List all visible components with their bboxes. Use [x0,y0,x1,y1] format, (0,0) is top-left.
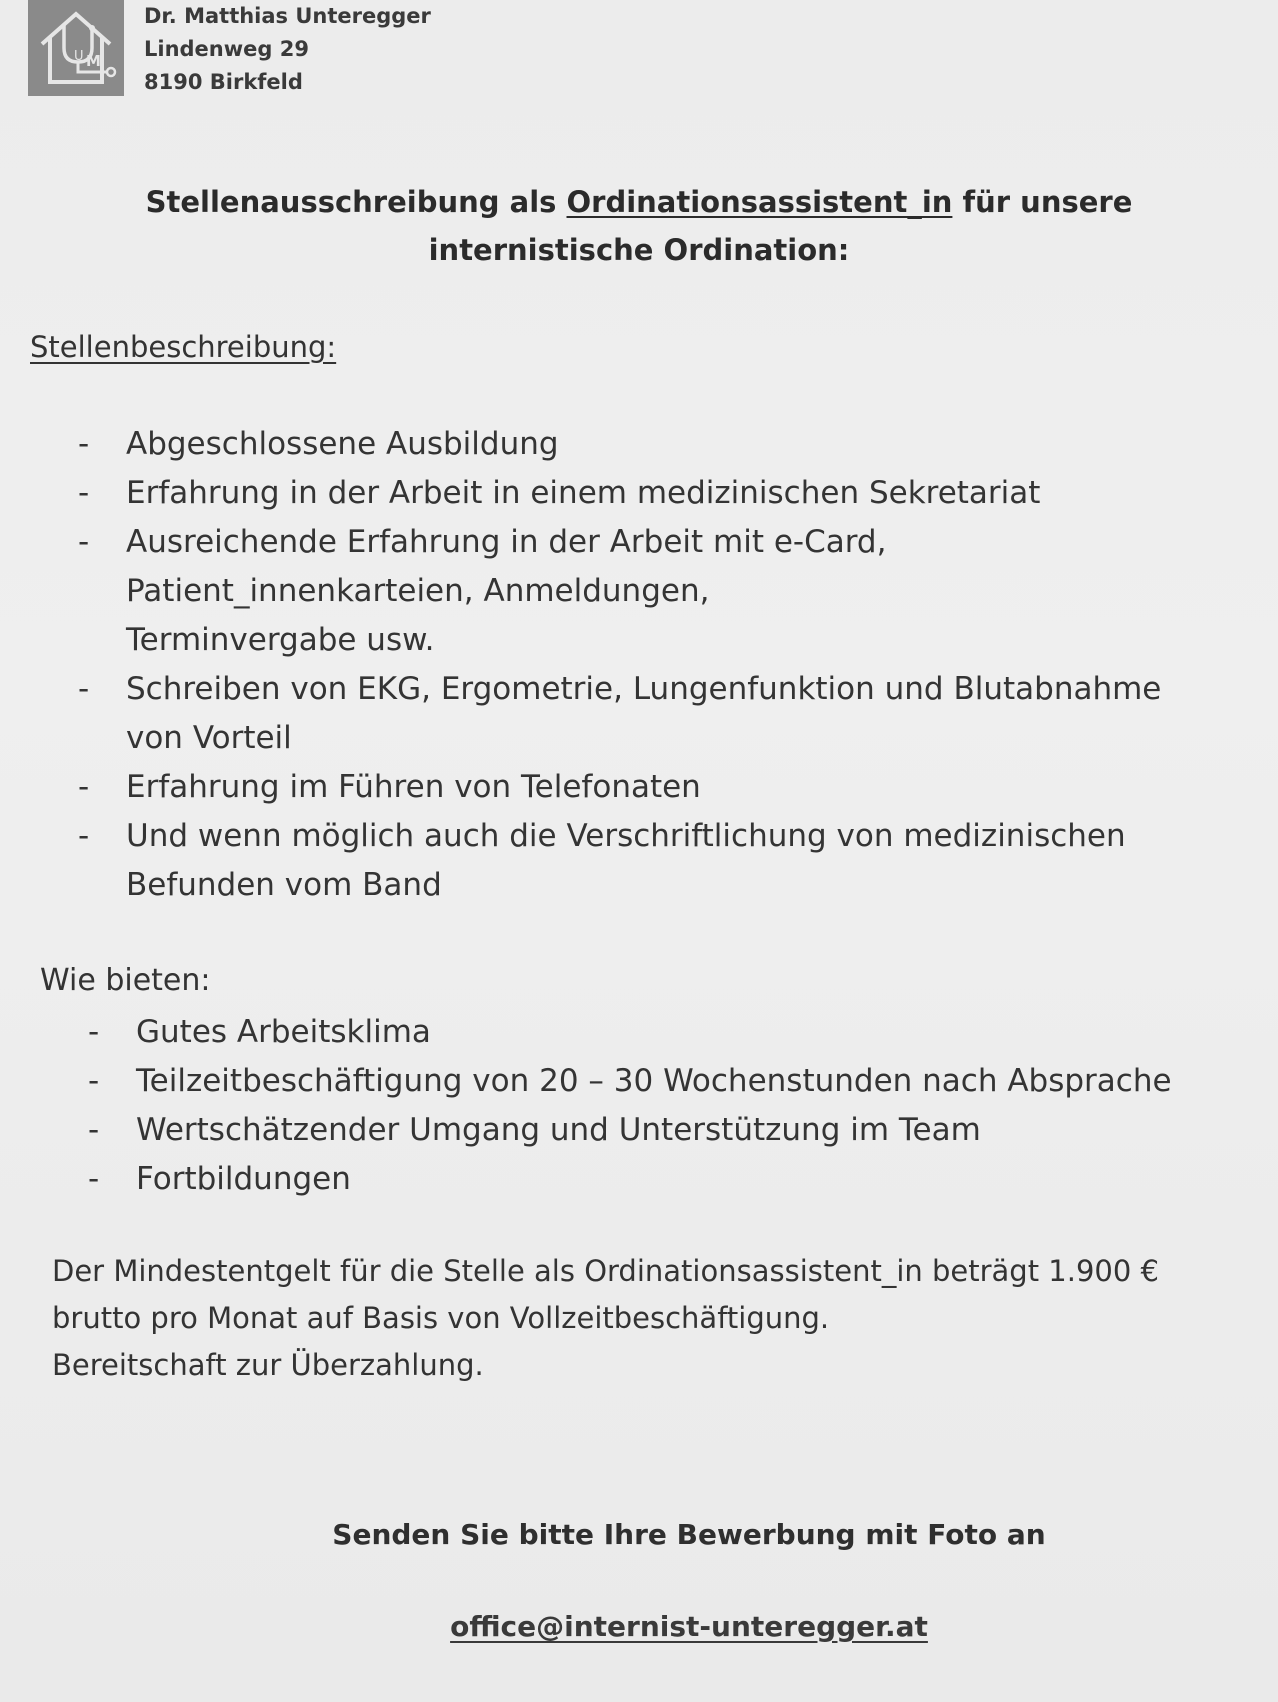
list-item-text: Teilzeitbeschäftigung von 20 – 30 Wochenstunden nach Absprache [136,1063,1172,1099]
doctor-name: Dr. Matthias Unteregger [144,4,431,28]
house-stethoscope-icon [28,0,124,96]
salary-line: Bereitschaft zur Überzahlung. [52,1348,484,1382]
list-item [78,469,1161,518]
dash-bullet: - [88,1161,100,1197]
headline-line2: internistische Ordination: [428,233,850,267]
list-item-text: Befunden vom Band [126,867,442,903]
salary-info [52,1248,1159,1389]
list-item [78,665,1161,763]
address-city: 8190 Birkfeld [144,70,303,94]
svg-text:U: U [74,49,84,64]
sender-address [144,0,431,99]
offer-title: Wie bieten: [40,963,211,998]
practice-logo [28,0,124,96]
list-item [78,420,1161,469]
headline-position: Ordinationsassistent_in [566,185,953,219]
list-item [88,1057,1172,1106]
dash-bullet: - [88,1014,100,1050]
offer-list [88,1008,1172,1204]
dash-bullet: - [78,769,90,805]
headline-part2: für unsere [952,185,1133,219]
dash-bullet: - [78,426,90,462]
list-item-text: Schreiben von EKG, Ergometrie, Lungenfunktion und Blutabnahme [126,671,1162,707]
salary-line: Der Mindestentgelt für die Stelle als Ordinationsassistent_in beträgt 1.900 € [52,1254,1159,1288]
list-item-text: Gutes Arbeitsklima [136,1014,431,1050]
list-item-text: Abgeschlossene Ausbildung [126,426,559,462]
svg-text:M: M [86,52,101,70]
list-item-text: Erfahrung in der Arbeit in einem medizinischen Sekretariat [126,475,1041,511]
list-item-text: Und wenn möglich auch die Verschriftlichung von medizinischen [126,818,1126,854]
requirements-list [78,420,1161,910]
description-title: Stellenbeschreibung: [30,330,337,364]
list-item [78,518,1161,665]
headline-part1: Stellenausschreibung als [145,185,567,219]
list-item-text: Fortbildungen [136,1161,351,1197]
dash-bullet: - [78,818,90,854]
dash-bullet: - [78,671,90,707]
address-street: Lindenweg 29 [144,37,309,61]
dash-bullet: - [78,475,90,511]
dash-bullet: - [78,524,90,560]
list-item [88,1155,1172,1204]
contact-email-link[interactable]: office@internist-unteregger.at [450,1610,928,1643]
job-headline [0,178,1278,274]
dash-bullet: - [88,1063,100,1099]
dash-bullet: - [88,1112,100,1148]
list-item-text: Patient_innenkarteien, Anmeldungen, [126,573,710,609]
list-item-text: von Vorteil [126,720,292,756]
list-item [88,1008,1172,1057]
list-item [78,763,1161,812]
list-item-text: Ausreichende Erfahrung in der Arbeit mit e-Card, [126,524,887,560]
list-item-text: Terminvergabe usw. [126,622,435,658]
salary-line: brutto pro Monat auf Basis von Vollzeitbeschäftigung. [52,1301,830,1335]
application-call-to-action: Senden Sie bitte Ihre Bewerbung mit Foto an [332,1518,1046,1551]
list-item [78,812,1161,910]
list-item-text: Wertschätzender Umgang und Unterstützung im Team [136,1112,981,1148]
list-item [88,1106,1172,1155]
list-item-text: Erfahrung im Führen von Telefonaten [126,769,701,805]
